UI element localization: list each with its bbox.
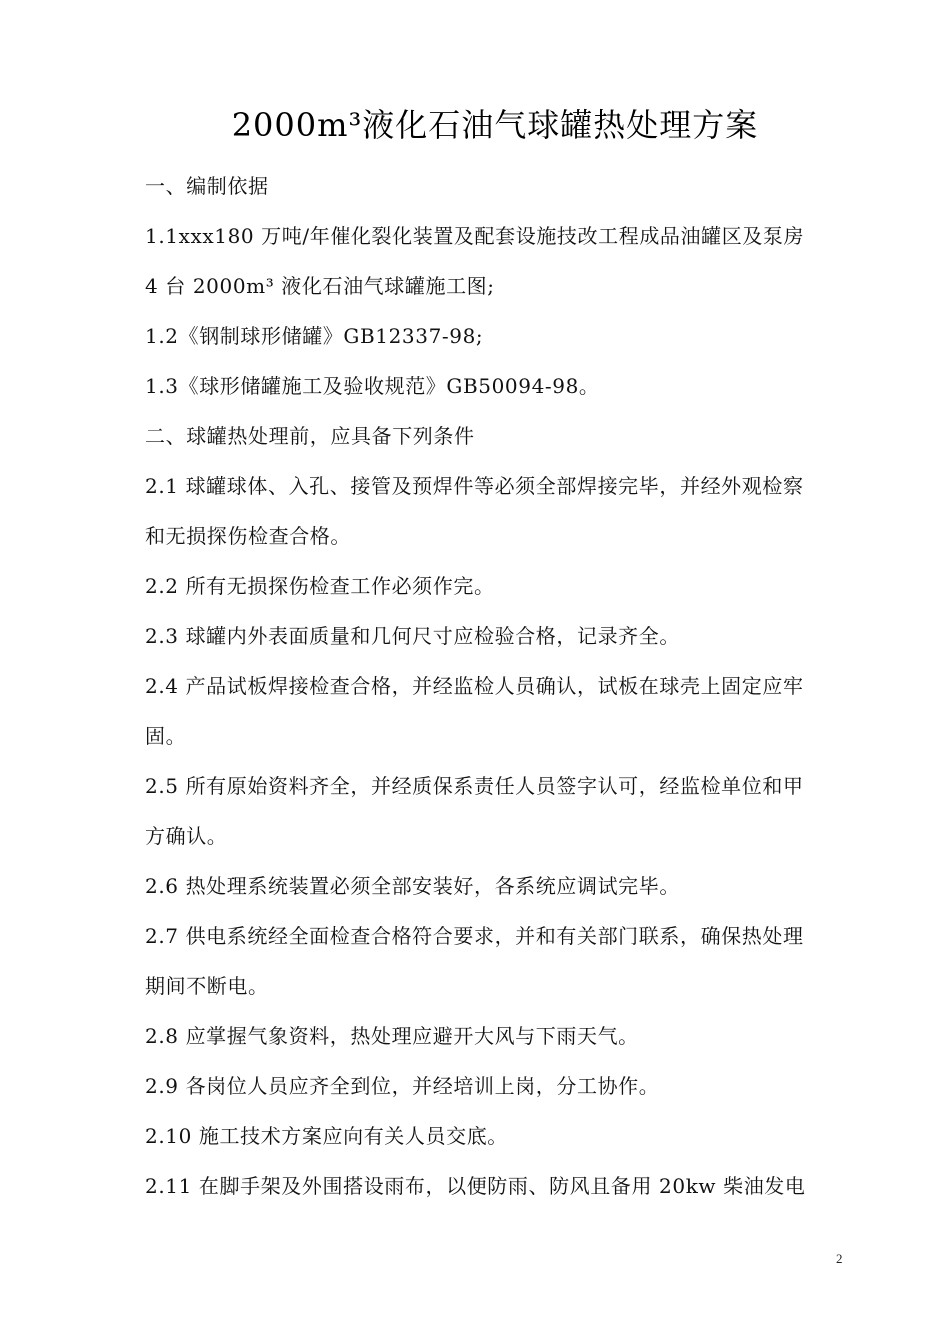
page-number: 2: [836, 1251, 843, 1266]
paragraph-line: 1.3《球形储罐施工及验收规范》GB50094-98。: [145, 374, 600, 398]
paragraph-line: 2.2 所有无损探伤检查工作必须作完。: [145, 574, 495, 598]
paragraph-line: 方确认。: [145, 824, 228, 848]
paragraph-line: 1.1xxx180 万吨/年催化裂化装置及配套设施技改工程成品油罐区及泵房: [145, 224, 805, 248]
paragraph-line: 2.1 球罐球体、入孔、接管及预焊件等必须全部焊接完毕，并经外观检察: [145, 474, 804, 498]
paragraph-line: 固。: [145, 724, 187, 748]
paragraph-line: 4 台 2000m³ 液化石油气球罐施工图;: [145, 274, 495, 298]
document-title: 2000m³液化石油气球罐热处理方案: [231, 106, 759, 144]
section-heading: 二、球罐热处理前，应具备下列条件: [145, 424, 475, 448]
paragraph-line: 2.5 所有原始资料齐全，并经质保系责任人员签字认可，经监检单位和甲: [145, 774, 804, 798]
paragraph-line: 1.2《钢制球形储罐》GB12337-98;: [145, 324, 484, 348]
paragraph-line: 2.10 施工技术方案应向有关人员交底。: [145, 1124, 508, 1148]
paragraph-line: 2.8 应掌握气象资料，热处理应避开大风与下雨天气。: [145, 1024, 639, 1048]
paragraph-line: 2.4 产品试板焊接检查合格，并经监检人员确认，试板在球壳上固定应牢: [145, 674, 804, 698]
paragraph-line: 期间不断电。: [145, 974, 269, 998]
paragraph-line: 2.11 在脚手架及外围搭设雨布，以便防雨、防风且备用 20kw 柴油发电: [145, 1174, 806, 1198]
paragraph-line: 和无损探伤检查合格。: [145, 524, 351, 548]
section-heading: 一、编制依据: [145, 174, 269, 198]
paragraph-line: 2.9 各岗位人员应齐全到位，并经培训上岗，分工协作。: [145, 1074, 660, 1098]
paragraph-line: 2.7 供电系统经全面检查合格符合要求，并和有关部门联系，确保热处理: [145, 924, 804, 948]
paragraph-line: 2.6 热处理系统装置必须全部安装好，各系统应调试完毕。: [145, 874, 680, 898]
paragraph-line: 2.3 球罐内外表面质量和几何尺寸应检验合格，记录齐全。: [145, 624, 680, 648]
